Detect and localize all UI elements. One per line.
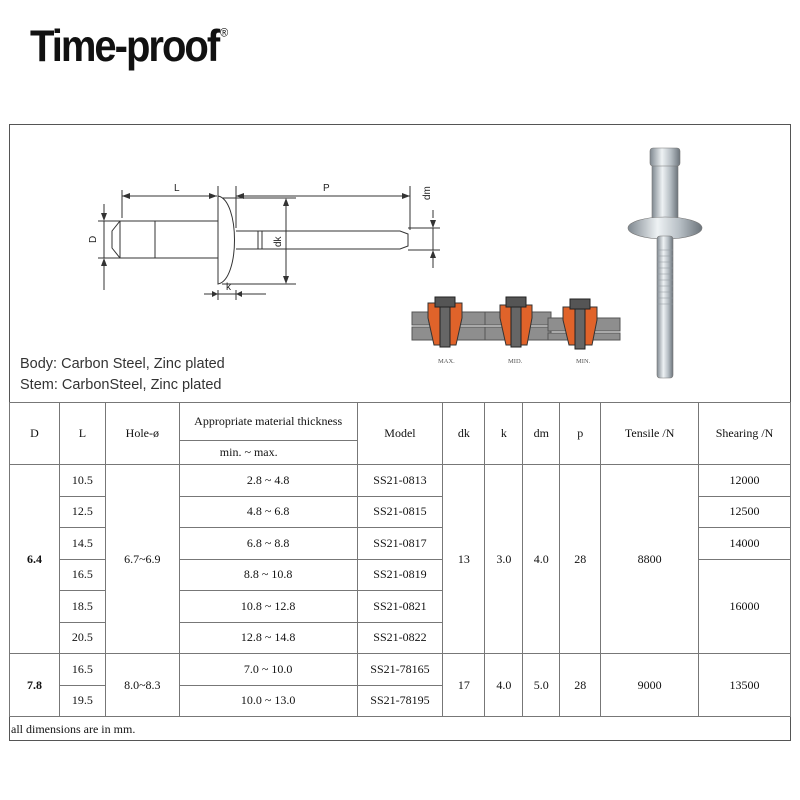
cell-L: 12.5 xyxy=(59,496,105,528)
cell-thickness: 7.0 ~ 10.0 xyxy=(179,654,357,686)
header-hole: Hole-ø xyxy=(105,403,179,465)
cell-dm: 5.0 xyxy=(523,654,560,717)
stage-label-mid: MID. xyxy=(508,358,523,365)
footnote: all dimensions are in mm. xyxy=(11,722,136,736)
cell-dk: 17 xyxy=(443,654,485,717)
cell-thickness: 2.8 ~ 4.8 xyxy=(179,465,357,497)
header-dk: dk xyxy=(443,403,485,465)
cell-L: 18.5 xyxy=(59,591,105,623)
header-L: L xyxy=(59,403,105,465)
cell-p: 28 xyxy=(560,654,601,717)
cell-L: 14.5 xyxy=(59,528,105,560)
table-row xyxy=(10,654,791,686)
header-shearing: Shearing /N xyxy=(699,403,791,465)
cell-L: 19.5 xyxy=(59,685,105,717)
cell-model: SS21-0817 xyxy=(357,528,443,560)
dim-label-P: P xyxy=(323,183,330,194)
cell-model: SS21-0821 xyxy=(357,591,443,623)
header-dm: dm xyxy=(523,403,560,465)
cell-thickness: 12.8 ~ 14.8 xyxy=(179,622,357,654)
installation-stage-mid xyxy=(485,297,551,347)
cell-p: 28 xyxy=(560,465,601,654)
header-tensile: Tensile /N xyxy=(601,403,699,465)
cell-thickness: 6.8 ~ 8.8 xyxy=(179,528,357,560)
stem-material: Stem: CarbonSteel, Zinc plated xyxy=(20,377,222,393)
cell-L: 16.5 xyxy=(59,559,105,591)
header-thickness-sub: min. ~ max. xyxy=(179,441,357,465)
header-p: p xyxy=(560,403,601,465)
registered-mark: ® xyxy=(220,26,229,40)
dim-label-L: L xyxy=(174,183,180,194)
cell-model: SS21-78165 xyxy=(357,654,443,686)
cell-k: 3.0 xyxy=(485,465,523,654)
cell-thickness: 10.8 ~ 12.8 xyxy=(179,591,357,623)
cell-tensile: 9000 xyxy=(601,654,699,717)
cell-thickness: 8.8 ~ 10.8 xyxy=(179,559,357,591)
cell-L: 20.5 xyxy=(59,622,105,654)
cell-model: SS21-0815 xyxy=(357,496,443,528)
table-row xyxy=(10,465,791,497)
dim-label-dk: dk xyxy=(273,236,284,247)
material-notes xyxy=(20,354,225,396)
brand-name: Time-proof xyxy=(30,22,219,72)
header-D: D xyxy=(10,403,60,465)
cell-hole: 8.0~8.3 xyxy=(105,654,179,717)
stage-label-min: MIN. xyxy=(576,358,591,365)
dim-label-dm: dm xyxy=(422,186,433,200)
cell-dk: 13 xyxy=(443,465,485,654)
cell-L: 10.5 xyxy=(59,465,105,497)
rivet-product-photo xyxy=(628,148,702,378)
cell-shearing: 16000 xyxy=(699,559,791,654)
stage-label-max: MAX. xyxy=(438,358,455,365)
cell-D: 6.4 xyxy=(10,465,60,654)
header-k: k xyxy=(485,403,523,465)
cell-hole: 6.7~6.9 xyxy=(105,465,179,654)
cell-shearing: 14000 xyxy=(699,528,791,560)
dim-label-k: k xyxy=(226,282,231,293)
cell-tensile: 8800 xyxy=(601,465,699,654)
cell-dm: 4.0 xyxy=(523,465,560,654)
cell-model: SS21-78195 xyxy=(357,685,443,717)
dim-label-D: D xyxy=(88,235,99,243)
installation-stage-max xyxy=(412,297,488,347)
cell-model: SS21-0813 xyxy=(357,465,443,497)
cell-model: SS21-0819 xyxy=(357,559,443,591)
header-thickness: Appropriate material thickness xyxy=(179,403,357,441)
cell-shearing: 12000 xyxy=(699,465,791,497)
header-model: Model xyxy=(357,403,443,465)
installation-stage-min xyxy=(548,299,620,349)
cell-thickness: 10.0 ~ 13.0 xyxy=(179,685,357,717)
cell-model: SS21-0822 xyxy=(357,622,443,654)
cell-D: 7.8 xyxy=(10,654,60,717)
specification-table xyxy=(9,402,791,717)
cell-shearing: 13500 xyxy=(699,654,791,717)
cell-thickness: 4.8 ~ 6.8 xyxy=(179,496,357,528)
cell-L: 16.5 xyxy=(59,654,105,686)
body-material: Body: Carbon Steel, Zinc plated xyxy=(20,356,225,372)
cell-shearing: 12500 xyxy=(699,496,791,528)
cell-k: 4.0 xyxy=(485,654,523,717)
